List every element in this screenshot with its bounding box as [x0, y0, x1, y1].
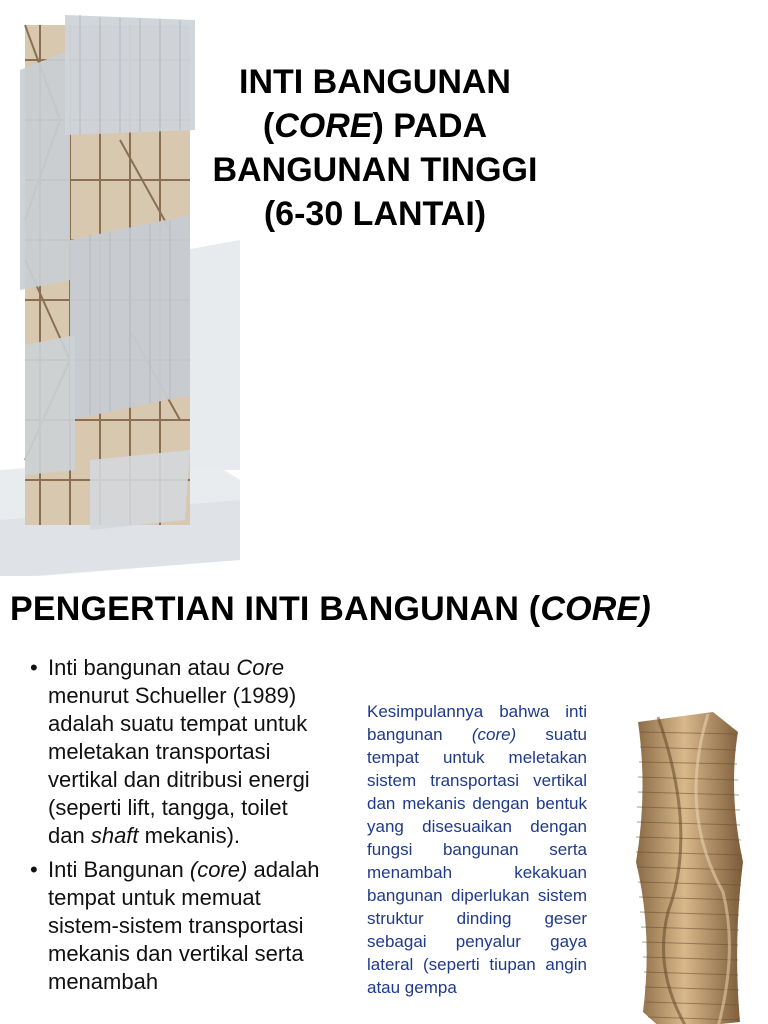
bullet-1-text-e: mekanis).: [138, 823, 241, 848]
summary-paragraph: [367, 700, 587, 999]
title-line-4: (6-30 LANTAI): [263, 195, 487, 233]
twisted-tower-image: [628, 712, 748, 1024]
slide-2: [0, 576, 768, 1024]
bullet-1-text-c: menurut Schueller (1989) adalah suatu tempat untuk meletakan transportasi vertikal dan ditribusi energi (seperti lift, tangga, toilet dan: [48, 683, 310, 848]
slide-2-title-core: CORE): [540, 590, 651, 628]
bullet-2-text-a: Inti Bangunan: [48, 857, 190, 882]
title-line-3: BANGUNAN TINGGI: [212, 151, 538, 189]
title-paren: (: [262, 107, 275, 145]
bullet-2-core: (core): [189, 857, 248, 882]
bullet-1-core: Core: [236, 655, 285, 680]
bullet-dot: •: [30, 857, 38, 882]
title-line-2: [175, 104, 575, 148]
bullet-item-2: [30, 856, 330, 996]
slide-2-title-main: PENGERTIAN INTI BANGUNAN (: [10, 590, 541, 628]
title-line-2-rest: ) PADA: [372, 107, 488, 145]
bullet-dot: •: [30, 655, 38, 680]
summary-text-c: suatu tempat untuk meletakan sistem transportasi vertikal dan mekanis dengan bentuk yang disesuaikan dengan fungsi bangunan serta menambah kekakuan bangunan diperlukan sistem struktur dinding geser sebagai penyalur gaya lateral (seperti tiupan angin atau gempa: [367, 725, 587, 997]
bullet-item-1: [30, 654, 330, 850]
summary-text-a: Kesimpulannya bahwa inti bangunan: [367, 702, 587, 744]
slide-1-title: [175, 60, 575, 236]
title-core-italic: CORE: [274, 107, 373, 145]
title-line-1: INTI BANGUNAN: [239, 63, 511, 101]
summary-core: (core): [471, 725, 517, 744]
bullet-2-text-c: adalah tempat untuk memuat sistem-sistem transportasi mekanis dan vertikal serta menambah: [48, 857, 320, 994]
bullet-list: [30, 654, 330, 1002]
bullet-1-text-a: Inti bangunan atau: [48, 655, 237, 680]
slide-2-title: [10, 590, 760, 629]
bullet-1-shaft: shaft: [90, 823, 139, 848]
